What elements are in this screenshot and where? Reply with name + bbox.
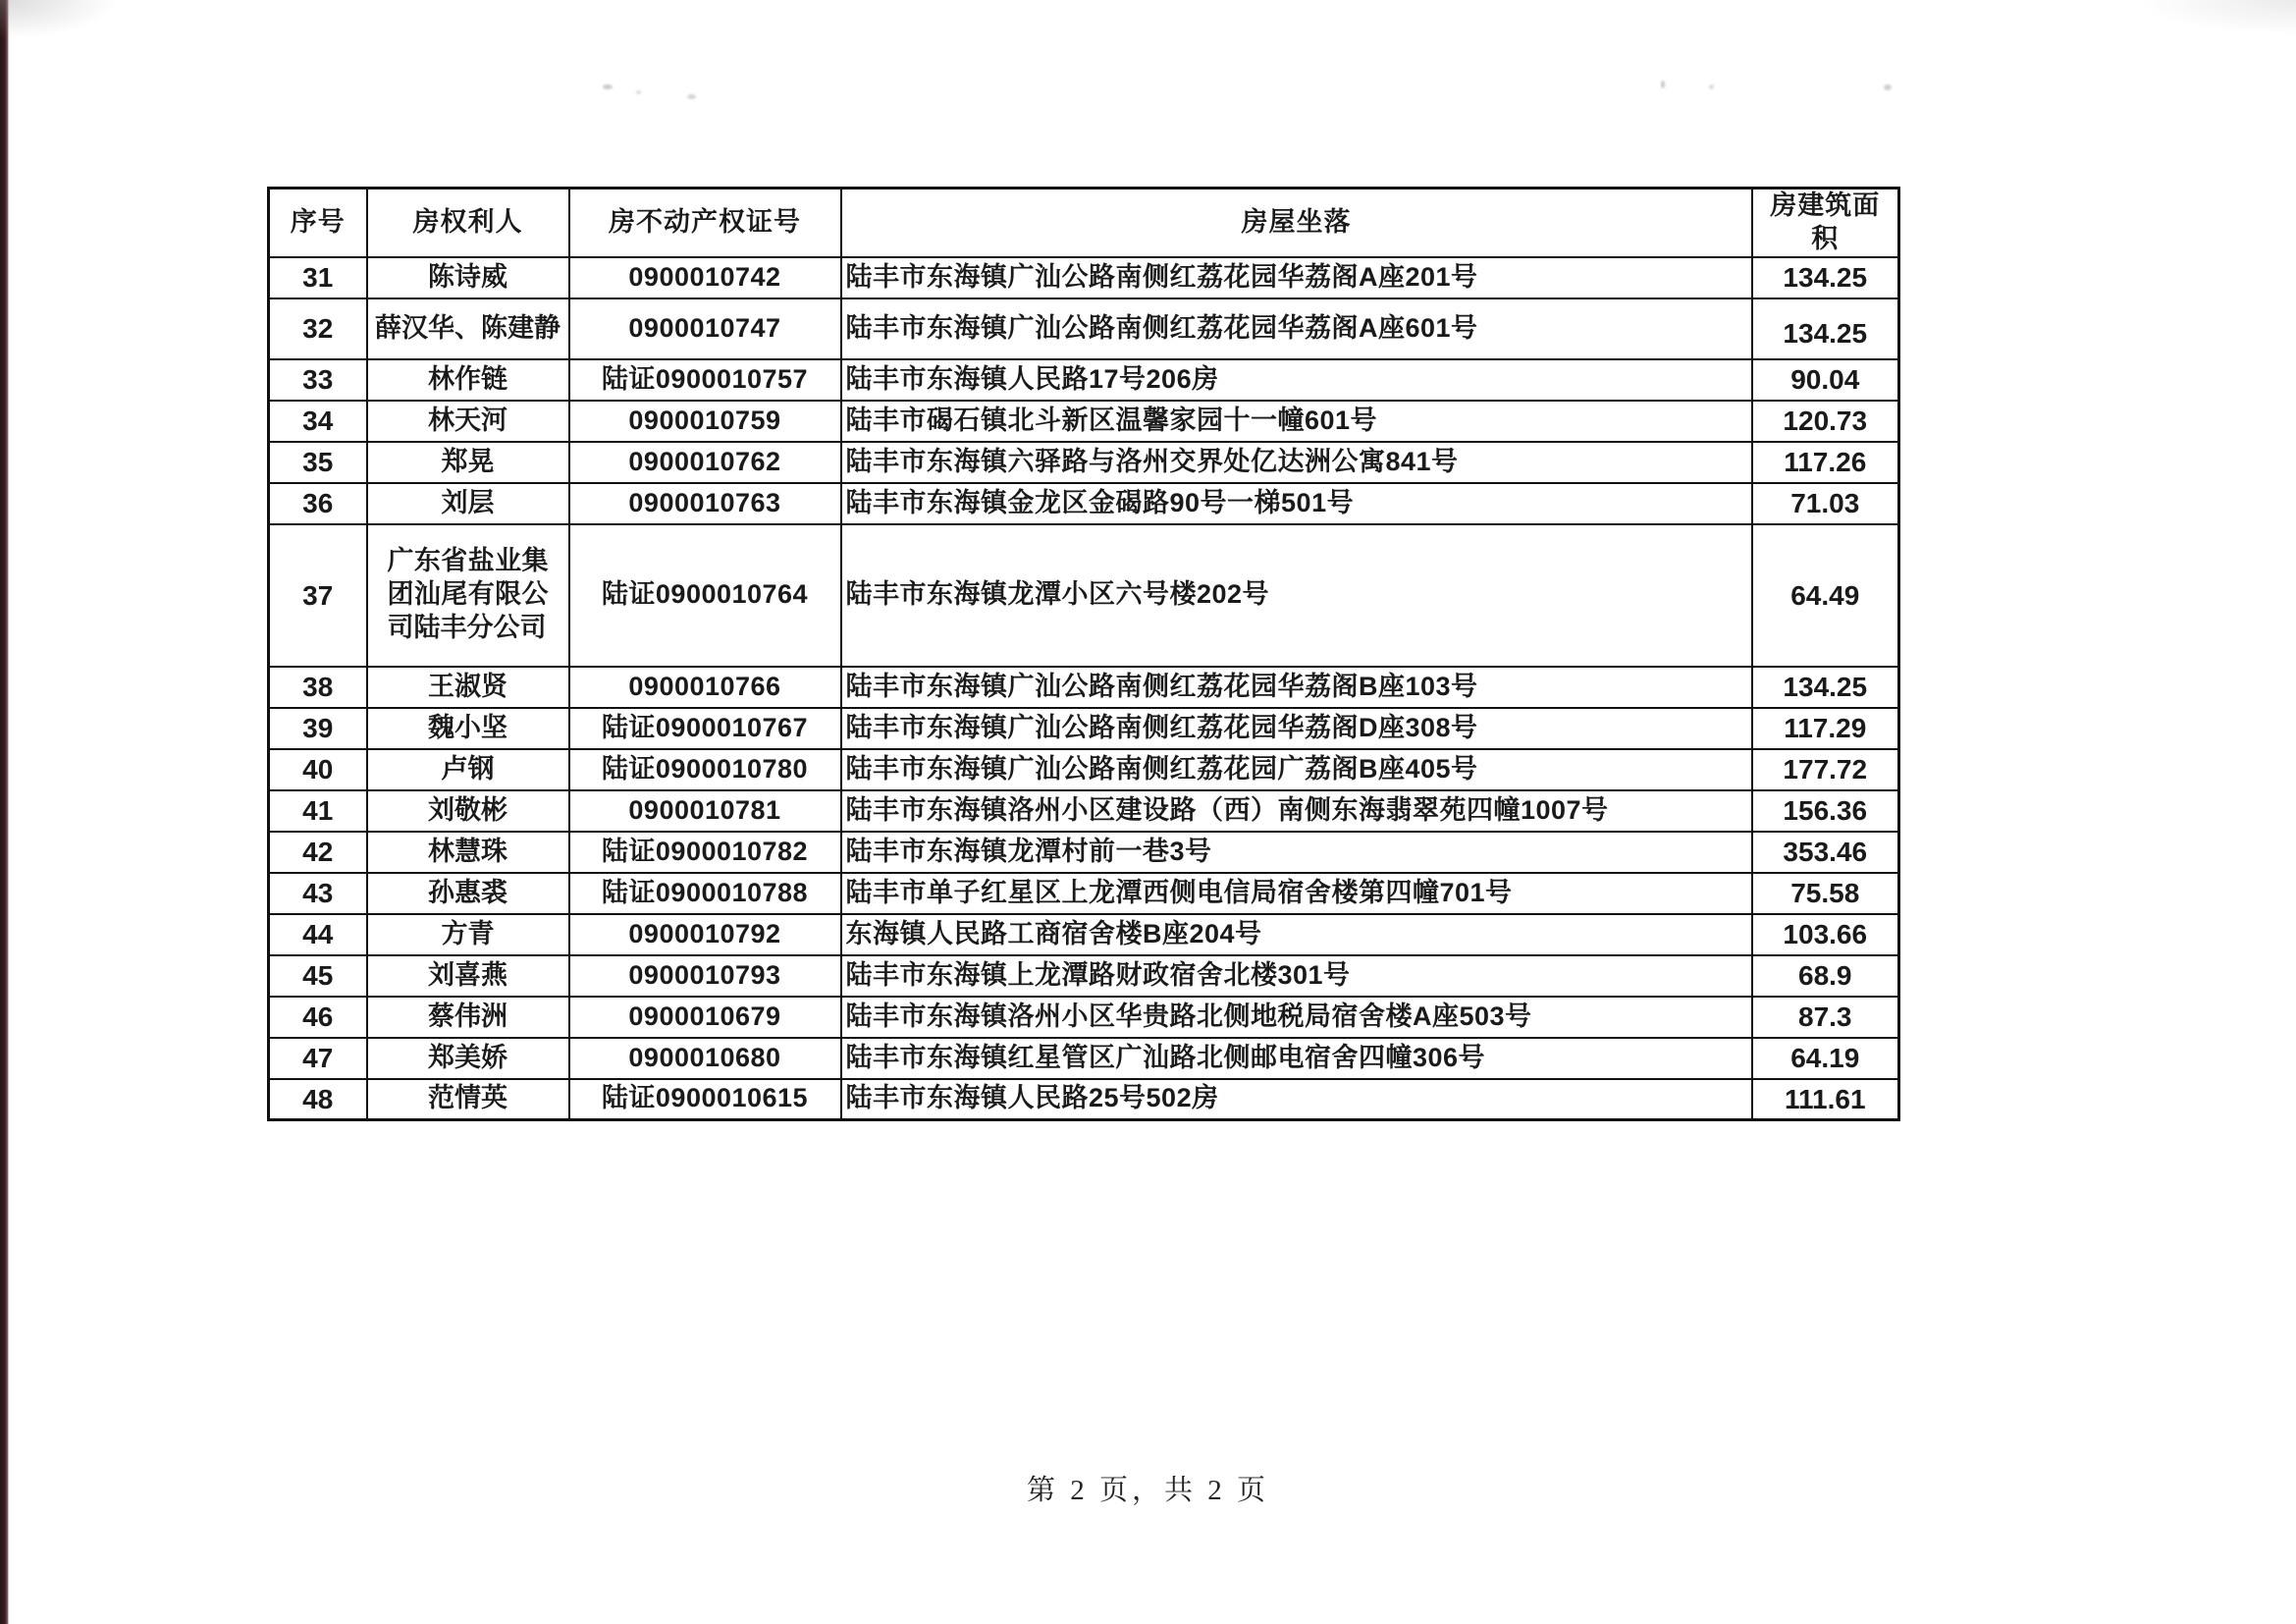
- cell-owner: 卢钢: [367, 749, 569, 790]
- cell-owner: 王淑贤: [367, 667, 569, 708]
- cell-house-location: 陆丰市东海镇上龙潭路财政宿舍北楼301号: [841, 955, 1752, 997]
- cell-serial-number: 38: [269, 667, 367, 708]
- scan-artifact: [687, 94, 696, 99]
- cell-building-area: 156.36: [1752, 790, 1899, 832]
- cell-house-location: 陆丰市东海镇人民路25号502房: [841, 1079, 1752, 1120]
- cell-building-area: 71.03: [1752, 483, 1899, 524]
- cell-serial-number: 44: [269, 914, 367, 955]
- cell-house-location: 陆丰市东海镇广汕公路南侧红荔花园华荔阁A座201号: [841, 257, 1752, 298]
- cell-certificate-number: 陆证0900010615: [569, 1079, 841, 1120]
- table-row: [269, 442, 1899, 483]
- page-footer: 第 2 页，共 2 页: [1026, 1475, 1269, 1506]
- cell-serial-number: 37: [269, 524, 367, 667]
- cell-building-area: 117.29: [1752, 708, 1899, 749]
- cell-house-location: 东海镇人民路工商宿舍楼B座204号: [841, 914, 1752, 955]
- cell-serial-number: 39: [269, 708, 367, 749]
- cell-serial-number: 43: [269, 873, 367, 914]
- table-row: [269, 1038, 1899, 1079]
- cell-house-location: 陆丰市东海镇广汕公路南侧红荔花园华荔阁A座601号: [841, 298, 1752, 359]
- table-row: [269, 667, 1899, 708]
- scan-artifact: [603, 84, 613, 89]
- cell-house-location: 陆丰市东海镇红星管区广汕路北侧邮电宿舍四幢306号: [841, 1038, 1752, 1079]
- cell-building-area: 353.46: [1752, 832, 1899, 873]
- cell-certificate-number: 0900010680: [569, 1038, 841, 1079]
- cell-building-area: 117.26: [1752, 442, 1899, 483]
- cell-serial-number: 40: [269, 749, 367, 790]
- table-row: [269, 524, 1899, 667]
- cell-certificate-number: 0900010742: [569, 257, 841, 298]
- cell-owner: 刘层: [367, 483, 569, 524]
- cell-building-area: 134.25: [1752, 298, 1899, 359]
- cell-house-location: 陆丰市东海镇洛州小区华贵路北侧地税局宿舍楼A座503号: [841, 997, 1752, 1038]
- scan-edge-strip: [0, 0, 9, 1624]
- cell-certificate-number: 0900010759: [569, 401, 841, 442]
- cell-building-area: 134.25: [1752, 257, 1899, 298]
- header-house-location: 房屋坐落: [841, 189, 1752, 257]
- table-row: [269, 955, 1899, 997]
- cell-house-location: 陆丰市东海镇广汕公路南侧红荔花园广荔阁B座405号: [841, 749, 1752, 790]
- cell-serial-number: 35: [269, 442, 367, 483]
- cell-house-location: 陆丰市单子红星区上龙潭西侧电信局宿舍楼第四幢701号: [841, 873, 1752, 914]
- scan-artifact: [1709, 84, 1714, 89]
- cell-house-location: 陆丰市东海镇洛州小区建设路（西）南侧东海翡翠苑四幢1007号: [841, 790, 1752, 832]
- cell-owner: 刘喜燕: [367, 955, 569, 997]
- table-row: [269, 749, 1899, 790]
- header-serial-number: 序号: [269, 189, 367, 257]
- cell-owner: 林慧珠: [367, 832, 569, 873]
- cell-owner: 魏小坚: [367, 708, 569, 749]
- cell-certificate-number: 0900010747: [569, 298, 841, 359]
- scan-artifact: [1661, 81, 1665, 88]
- header-building-area: 房建筑面积: [1752, 189, 1899, 257]
- table-row: [269, 997, 1899, 1038]
- cell-house-location: 陆丰市东海镇广汕公路南侧红荔花园华荔阁B座103号: [841, 667, 1752, 708]
- cell-owner: 林天河: [367, 401, 569, 442]
- cell-serial-number: 33: [269, 359, 367, 401]
- table-row: [269, 832, 1899, 873]
- cell-building-area: 64.19: [1752, 1038, 1899, 1079]
- cell-owner: 范情英: [367, 1079, 569, 1120]
- table-row: [269, 914, 1899, 955]
- scan-corner-shade-left: [0, 0, 118, 39]
- cell-certificate-number: 0900010763: [569, 483, 841, 524]
- cell-owner: 孙惠裘: [367, 873, 569, 914]
- cell-building-area: 90.04: [1752, 359, 1899, 401]
- table-row: [269, 257, 1899, 298]
- cell-owner: 广东省盐业集团汕尾有限公司陆丰分公司: [367, 524, 569, 667]
- cell-owner: 薛汉华、陈建静: [367, 298, 569, 359]
- cell-serial-number: 48: [269, 1079, 367, 1120]
- cell-building-area: 103.66: [1752, 914, 1899, 955]
- cell-certificate-number: 陆证0900010782: [569, 832, 841, 873]
- scan-corner-shade-right: [2139, 0, 2296, 35]
- cell-serial-number: 32: [269, 298, 367, 359]
- table-row: [269, 790, 1899, 832]
- cell-building-area: 134.25: [1752, 667, 1899, 708]
- table-header-row: [269, 189, 1899, 257]
- cell-certificate-number: 陆证0900010757: [569, 359, 841, 401]
- cell-certificate-number: 陆证0900010764: [569, 524, 841, 667]
- cell-certificate-number: 陆证0900010788: [569, 873, 841, 914]
- cell-house-location: 陆丰市东海镇六驿路与洛州交界处亿达洲公寓841号: [841, 442, 1752, 483]
- table-row: [269, 1079, 1899, 1120]
- cell-certificate-number: 0900010762: [569, 442, 841, 483]
- table-row: [269, 873, 1899, 914]
- cell-certificate-number: 0900010781: [569, 790, 841, 832]
- table-row: [269, 359, 1899, 401]
- cell-building-area: 177.72: [1752, 749, 1899, 790]
- cell-building-area: 64.49: [1752, 524, 1899, 667]
- cell-serial-number: 41: [269, 790, 367, 832]
- table-row: [269, 483, 1899, 524]
- cell-certificate-number: 0900010766: [569, 667, 841, 708]
- cell-owner: 郑美娇: [367, 1038, 569, 1079]
- cell-owner: 陈诗威: [367, 257, 569, 298]
- cell-owner: 蔡伟洲: [367, 997, 569, 1038]
- header-certificate-number: 房不动产权证号: [569, 189, 841, 257]
- cell-serial-number: 36: [269, 483, 367, 524]
- cell-serial-number: 45: [269, 955, 367, 997]
- cell-building-area: 68.9: [1752, 955, 1899, 997]
- cell-house-location: 陆丰市东海镇龙潭村前一巷3号: [841, 832, 1752, 873]
- property-table: [267, 187, 1900, 1121]
- cell-building-area: 111.61: [1752, 1079, 1899, 1120]
- cell-serial-number: 31: [269, 257, 367, 298]
- cell-serial-number: 47: [269, 1038, 367, 1079]
- scan-artifact: [1884, 84, 1892, 90]
- cell-serial-number: 46: [269, 997, 367, 1038]
- cell-owner: 刘敬彬: [367, 790, 569, 832]
- cell-building-area: 120.73: [1752, 401, 1899, 442]
- cell-building-area: 75.58: [1752, 873, 1899, 914]
- cell-owner: 林作链: [367, 359, 569, 401]
- table-row: [269, 708, 1899, 749]
- cell-owner: 方青: [367, 914, 569, 955]
- cell-owner: 郑晃: [367, 442, 569, 483]
- cell-certificate-number: 陆证0900010780: [569, 749, 841, 790]
- cell-building-area: 87.3: [1752, 997, 1899, 1038]
- cell-serial-number: 34: [269, 401, 367, 442]
- cell-house-location: 陆丰市东海镇金龙区金碣路90号一梯501号: [841, 483, 1752, 524]
- table-row: [269, 401, 1899, 442]
- scan-artifact: [636, 90, 641, 94]
- cell-house-location: 陆丰市碣石镇北斗新区温馨家园十一幢601号: [841, 401, 1752, 442]
- cell-certificate-number: 0900010792: [569, 914, 841, 955]
- cell-house-location: 陆丰市东海镇龙潭小区六号楼202号: [841, 524, 1752, 667]
- cell-certificate-number: 0900010679: [569, 997, 841, 1038]
- cell-serial-number: 42: [269, 832, 367, 873]
- header-owner: 房权利人: [367, 189, 569, 257]
- cell-certificate-number: 陆证0900010767: [569, 708, 841, 749]
- table-row: [269, 298, 1899, 359]
- cell-house-location: 陆丰市东海镇人民路17号206房: [841, 359, 1752, 401]
- cell-certificate-number: 0900010793: [569, 955, 841, 997]
- cell-house-location: 陆丰市东海镇广汕公路南侧红荔花园华荔阁D座308号: [841, 708, 1752, 749]
